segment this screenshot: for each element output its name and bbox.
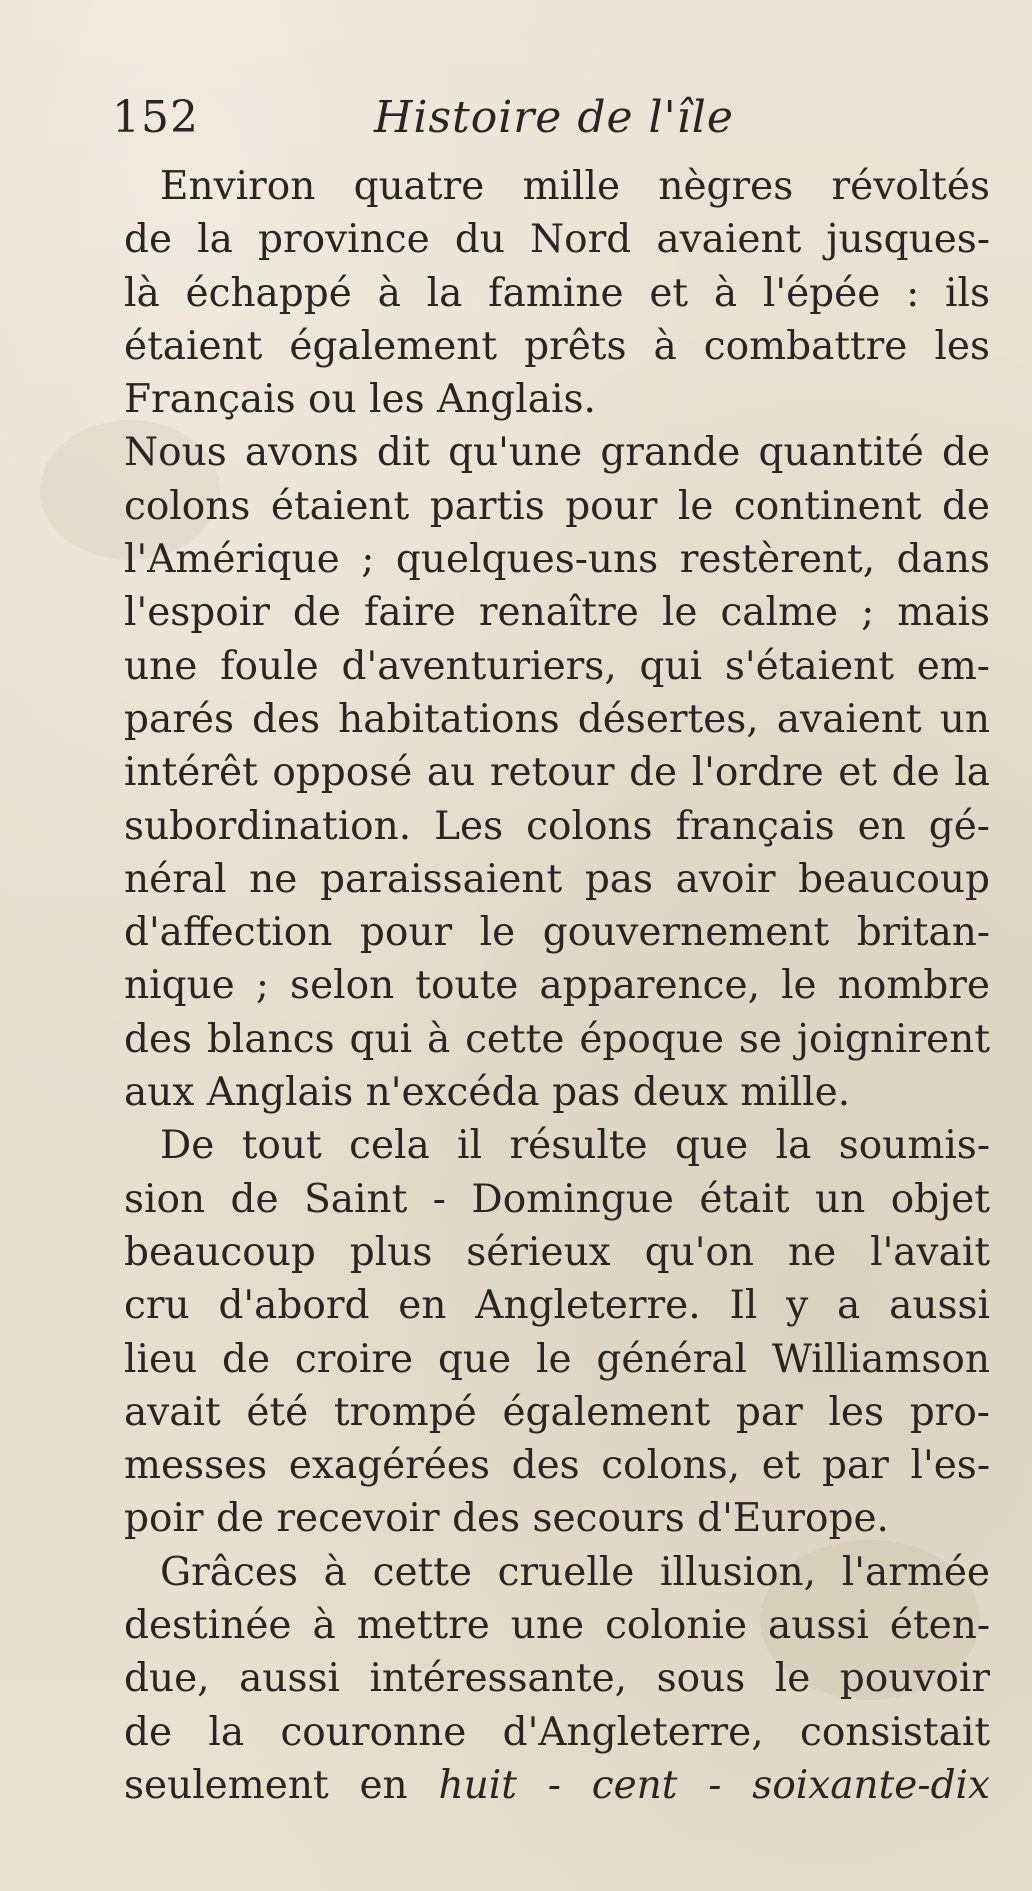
running-head bbox=[112, 92, 992, 152]
text-line: des blancs qui à cette époque se joignirent bbox=[124, 1016, 990, 1062]
text-line: là échappé à la famine et à l'épée : ils bbox=[124, 270, 990, 316]
text-line: l'espoir de faire renaître le calme ; mais bbox=[124, 590, 990, 636]
text-line-last bbox=[124, 1759, 990, 1812]
text-line: une foule d'aventuriers, qui s'étaient em- bbox=[124, 643, 990, 689]
body-text bbox=[124, 160, 990, 1812]
text-line: sion de Saint - Domingue était un objet bbox=[124, 1176, 990, 1222]
text-line: destinée à mettre une colonie aussi éten- bbox=[124, 1603, 990, 1649]
text-line: Grâces à cette cruelle illusion, l'armée bbox=[160, 1549, 990, 1595]
text-line: messes exagérées des colons, et par l'es- bbox=[124, 1443, 990, 1489]
text-line: avait été trompé également par les pro- bbox=[124, 1389, 990, 1435]
text-line: de la province du Nord avaient jusques- bbox=[124, 217, 990, 263]
text-line-start: seulement en bbox=[124, 1762, 439, 1808]
text-line: due, aussi intéressante, sous le pouvoir bbox=[124, 1656, 990, 1702]
text-line: beaucoup plus sérieux qu'on ne l'avait bbox=[124, 1229, 990, 1275]
running-title: Histoire de l'île bbox=[374, 92, 734, 143]
text-line: nique ; selon toute apparence, le nombre bbox=[124, 963, 990, 1009]
text-line: l'Amérique ; quelques-uns restèrent, dans bbox=[124, 537, 990, 583]
page-number: 152 bbox=[112, 92, 199, 143]
text-line: d'affection pour le gouvernement britan- bbox=[124, 910, 990, 956]
text-line: De tout cela il résulte que la soumis- bbox=[160, 1123, 990, 1169]
text-line: de la couronne d'Angleterre, consistait bbox=[124, 1709, 990, 1755]
text-line: subordination. Les colons français en gé- bbox=[124, 803, 990, 849]
text-line: cru d'abord en Angleterre. Il y a aussi bbox=[124, 1283, 990, 1329]
text-line: néral ne paraissaient pas avoir beaucoup bbox=[124, 856, 990, 902]
text-line: étaient également prêts à combattre les bbox=[124, 323, 990, 369]
text-line: Environ quatre mille nègres révoltés bbox=[160, 164, 990, 209]
text-line: colons étaient partis pour le continent de bbox=[124, 483, 990, 529]
text-line: Français ou les Anglais. bbox=[124, 377, 596, 423]
text-line: aux Anglais n'excéda pas deux mille. bbox=[124, 1070, 851, 1116]
text-line: Nous avons dit qu'une grande quantité de bbox=[124, 430, 990, 476]
text-line: lieu de croire que le général Williamson bbox=[124, 1336, 990, 1382]
text-line: parés des habitations désertes, avaient un bbox=[124, 696, 990, 742]
text-line: poir de recevoir des secours d'Europe. bbox=[124, 1496, 889, 1542]
text-line: intérêt opposé au retour de l'ordre et de la bbox=[124, 750, 990, 796]
italic-text: huit - cent - soixante-dix bbox=[438, 1762, 991, 1808]
